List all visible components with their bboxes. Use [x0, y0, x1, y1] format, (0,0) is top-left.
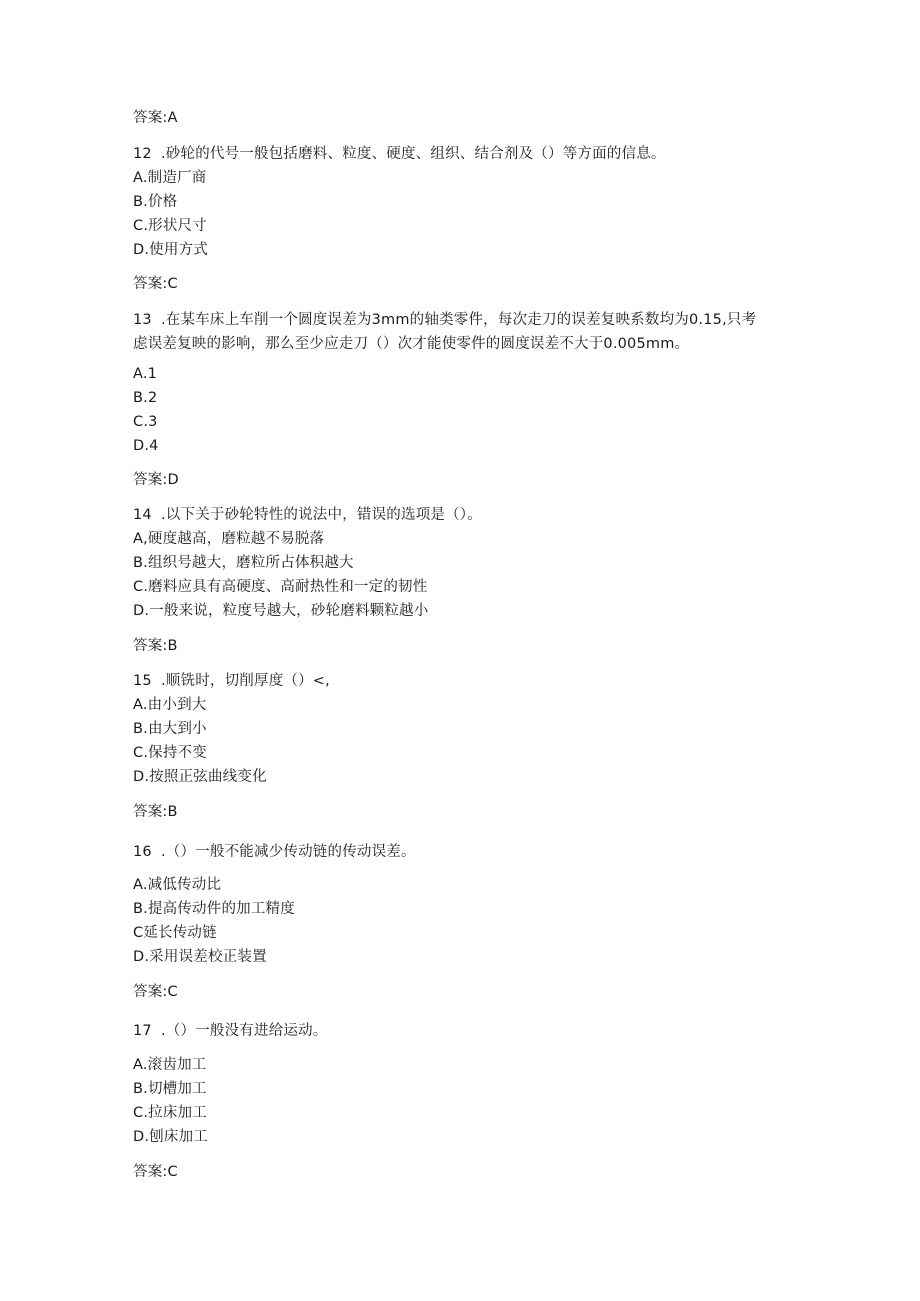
question-16 [133, 842, 416, 862]
question-text-continued: 虑误差复映的影响，那么至少应走刀（）次才能使零件的圆度误差不大于0.005mm。 [133, 336, 690, 352]
question-15 [133, 671, 330, 691]
option-c: C.磨料应具有高硬度、高耐热性和一定的韧性 [133, 579, 428, 595]
option-b: B.提高传动件的加工精度 [133, 901, 295, 917]
question-text: .（）一般不能减少传动链的传动误差。 [161, 844, 416, 860]
option-a: A.滚齿加工 [133, 1057, 207, 1073]
question-12 [133, 144, 666, 164]
option-a: A.制造厂商 [133, 170, 207, 186]
answer-line: 答案:C [133, 984, 178, 1000]
option-b: B.组织号越大，磨粒所占体积越大 [133, 555, 354, 571]
option-c: C.拉床加工 [133, 1105, 207, 1121]
question-number: 16 [133, 844, 152, 860]
answer-line: 答案:B [133, 638, 178, 654]
option-a: A,硬度越高，磨粒越不易脱落 [133, 531, 325, 547]
answer-line: 答案:D [133, 472, 179, 488]
option-c: C.3 [133, 414, 158, 430]
question-14 [133, 505, 482, 525]
question-text: .以下关于砂轮特性的说法中，错误的选项是（）。 [161, 507, 482, 523]
option-d: D.采用误差校正装置 [133, 949, 267, 965]
option-d: D.一般来说，粒度号越大，砂轮磨料颗粒越小 [133, 603, 429, 619]
question-17 [133, 1021, 328, 1041]
question-number: 14 [133, 507, 152, 523]
question-text: .（）一般没有进给运动。 [161, 1023, 328, 1039]
question-text: .在某车床上车削一个圆度误差为3mm的轴类零件，每次走刀的误差复映系数均为0.15,只考 [161, 312, 757, 328]
question-text: .砂轮的代号一般包括磨料、粒度、硬度、组织、结合剂及（）等方面的信息。 [161, 146, 666, 162]
answer-line: 答案:C [133, 276, 178, 292]
answer-line: 答案:B [133, 804, 178, 820]
option-b: B.切槽加工 [133, 1081, 207, 1097]
option-b: B.2 [133, 390, 158, 406]
option-b: B.价格 [133, 194, 178, 210]
question-number: 17 [133, 1023, 152, 1039]
question-text: .顺铣时，切削厚度（）<, [161, 673, 330, 689]
option-a: A.减低传动比 [133, 877, 222, 893]
option-d: D.刨床加工 [133, 1129, 208, 1145]
option-a: A.由小到大 [133, 697, 207, 713]
option-d: D.4 [133, 438, 159, 454]
question-number: 12 [133, 146, 152, 162]
question-13 [133, 310, 756, 330]
question-number: 13 [133, 312, 152, 328]
option-a: A.1 [133, 366, 158, 382]
option-c: C.保持不变 [133, 745, 207, 761]
option-d: D.按照正弦曲线变化 [133, 769, 267, 785]
answer-line: 答案:A [133, 110, 178, 126]
question-number: 15 [133, 673, 152, 689]
option-c: C延长传动链 [133, 925, 217, 941]
option-d: D.使用方式 [133, 242, 208, 258]
answer-line: 答案:C [133, 1164, 178, 1180]
option-b: B.由大到小 [133, 721, 207, 737]
option-c: C.形状尺寸 [133, 218, 207, 234]
